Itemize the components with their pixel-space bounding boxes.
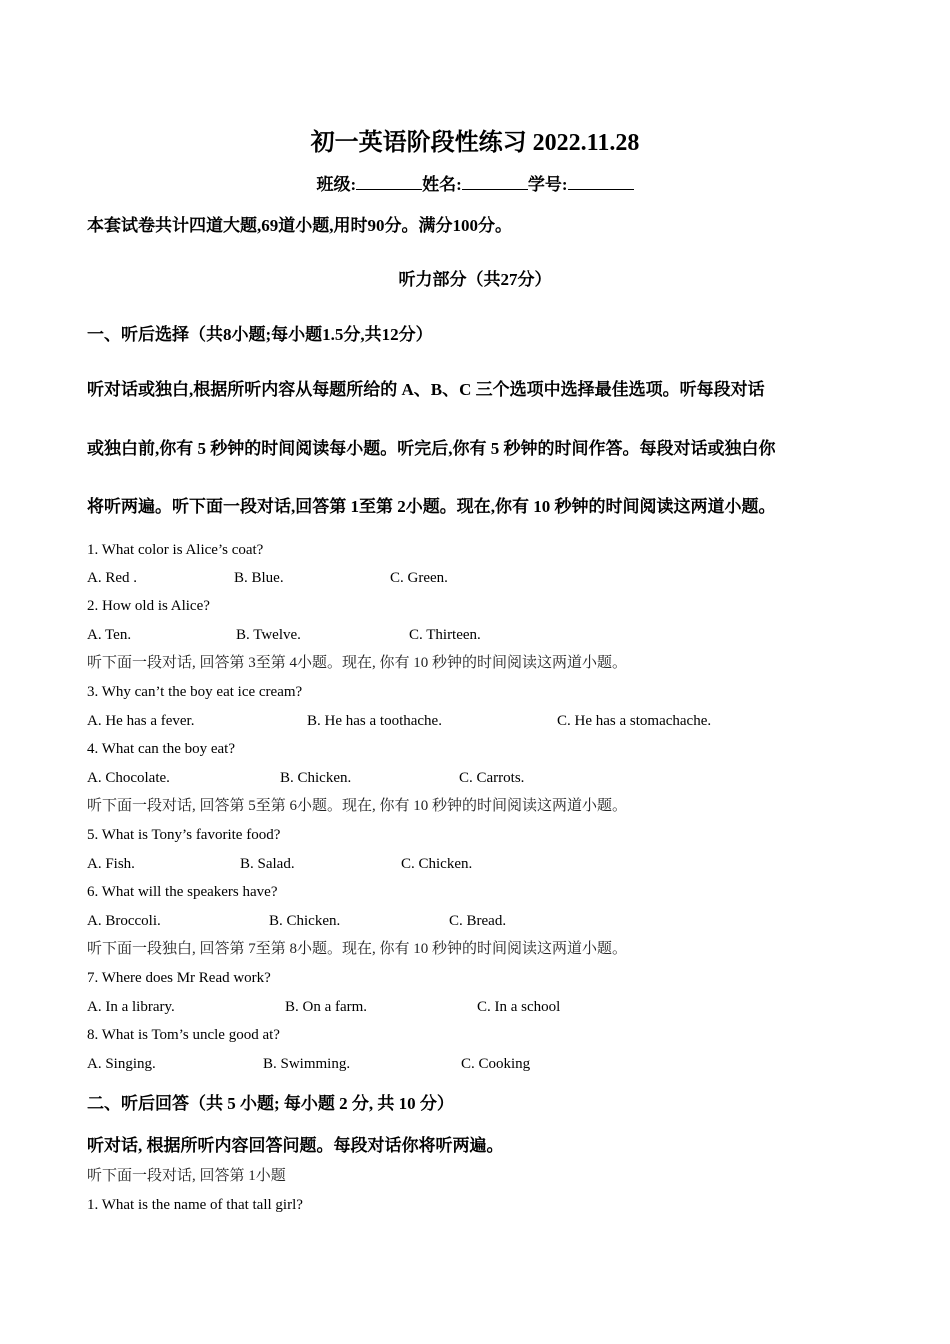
answer-option: B. He has a toothache. [307, 713, 442, 729]
answer-option: A. He has a fever. [87, 713, 195, 729]
answer-option: B. Chicken. [269, 913, 341, 929]
answer-option: A. Singing. [87, 1056, 156, 1072]
part2-instruction: 听对话, 根据所听内容回答问题。每段对话你将听两遍。 [87, 1136, 504, 1155]
answer-option: B. Chicken. [280, 770, 352, 786]
answer-option: B. On a farm. [285, 999, 368, 1015]
question: 5. What is Tony’s favorite food? [87, 827, 281, 843]
answer-option: A. Red . [87, 570, 137, 586]
part2-heading: 二、听后回答（共 5 小题; 每小题 2 分, 共 10 分） [87, 1094, 454, 1113]
answer-option: C. Carrots. [459, 770, 525, 786]
answer-option: B. Blue. [234, 570, 284, 586]
answer-option: C. Bread. [449, 913, 507, 929]
name-label: 姓名: [422, 175, 462, 194]
question: 2. How old is Alice? [87, 598, 210, 614]
question: 8. What is Tom’s uncle good at? [87, 1027, 280, 1043]
answer-option: A. Fish. [87, 856, 135, 872]
answer-option: C. Cooking [461, 1056, 531, 1072]
question: 3. Why can’t the boy eat ice cream? [87, 684, 303, 700]
student-info-fields [0, 175, 950, 195]
class-label: 班级: [316, 175, 357, 194]
part2-note: 听下面一段对话, 回答第 1小题 [87, 1168, 286, 1184]
class-blank[interactable] [356, 175, 422, 190]
part1-instruction-line: 或独白前,你有 5 秒钟的时间阅读每小题。听完后,你有 5 秒钟的时间作答。每段对话或独白你 [87, 439, 776, 458]
answer-option: A. Ten. [87, 627, 132, 643]
answer-option: C. In a school [477, 999, 561, 1015]
part1-instruction-line: 将听两遍。听下面一段对话,回答第 1至第 2小题。现在,你有 10 秒钟的时间阅读这两道小题。 [87, 497, 776, 516]
question: 1. What color is Alice’s coat? [87, 542, 264, 558]
answer-option: B. Salad. [240, 856, 295, 872]
part1-instruction-line: 听对话或独白,根据所听内容从每题所给的 A、B、C 三个选项中选择最佳选项。听每段对话 [87, 380, 765, 399]
id-blank[interactable] [568, 175, 634, 190]
answer-option: B. Twelve. [236, 627, 301, 643]
question: 4. What can the boy eat? [87, 741, 235, 757]
page-title: 初一英语阶段性练习 2022.11.28 [310, 130, 640, 156]
listening-note: 听下面一段独白, 回答第 7至第 8小题。现在, 你有 10 秒钟的时间阅读这两道小题。 [87, 941, 628, 957]
answer-option: A. Broccoli. [87, 913, 161, 929]
id-label: 学号: [527, 175, 568, 194]
answer-option: C. Chicken. [401, 856, 473, 872]
exam-intro: 本套试卷共计四道大题,69道小题,用时90分。满分100分。 [87, 216, 512, 235]
answer-option: A. Chocolate. [87, 770, 170, 786]
question: 6. What will the speakers have? [87, 884, 278, 900]
listening-note: 听下面一段对话, 回答第 3至第 4小题。现在, 你有 10 秒钟的时间阅读这两道小题。 [87, 655, 628, 671]
answer-option: C. Green. [390, 570, 448, 586]
answer-option: B. Swimming. [263, 1056, 351, 1072]
listening-note: 听下面一段对话, 回答第 5至第 6小题。现在, 你有 10 秒钟的时间阅读这两道小题。 [87, 798, 628, 814]
answer-option: A. In a library. [87, 999, 175, 1015]
part1-heading: 一、听后选择（共8小题;每小题1.5分,共12分） [87, 325, 433, 344]
answer-option: C. Thirteen. [409, 627, 481, 643]
question: 1. What is the name of that tall girl? [87, 1197, 303, 1213]
section-title: 听力部分（共27分） [398, 270, 552, 289]
question: 7. Where does Mr Read work? [87, 970, 271, 986]
name-blank[interactable] [462, 175, 528, 190]
answer-option: C. He has a stomachache. [557, 713, 712, 729]
